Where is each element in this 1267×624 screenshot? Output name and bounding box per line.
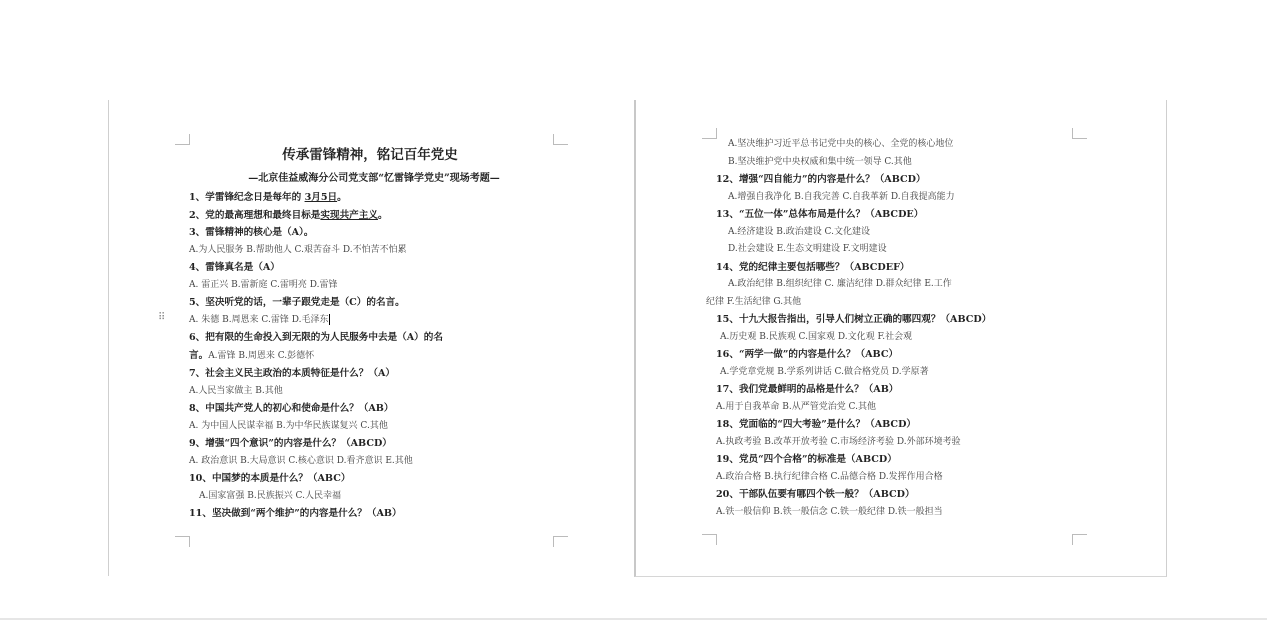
question-19-options: A.政治合格 B.执行纪律合格 C.品德合格 D.发挥作用合格 [716,471,943,482]
answer-underlined: 3月5日 [304,192,338,203]
question-20: 20、干部队伍要有哪四个铁一般？（ABCD） [716,489,915,500]
text-cursor [329,314,330,325]
question-14-options-2: 纪律 F.生活纪律 G.其他 [706,296,802,307]
question-4-options: A. 雷正兴 B.雷新庭 C.雷明亮 D.雷锋 [189,279,338,290]
document-title: 传承雷锋精神，铭记百年党史 [282,147,458,163]
page-text-body[interactable] [706,136,1096,521]
question-2: 2、党的最高理想和最终目标是实现共产主义。 [189,209,388,221]
question-5-options: A. 朱德 B.周恩来 C.雷锋 D.毛泽东 [189,314,329,325]
question-4: 4、雷锋真名是（A） [189,262,280,273]
question-19: 19、党员“四个合格”的标准是（ABCD） [716,454,897,465]
margin-corner-mark [702,128,717,139]
question-15-options: A.历史观 B.民族观 C.国家观 D.文化观 F.社会观 [720,331,913,342]
question-11-options-bc: B.坚决维护党中央权威和集中统一领导 C.其他 [728,156,912,167]
question-17: 17、我们党最鲜明的品格是什么？（AB） [716,384,899,395]
question-7: 7、社会主义民主政治的本质特征是什么？（A） [189,368,395,379]
answer-underlined: 实现共产主义 [320,209,378,221]
question-11-option-a: A.坚决维护习近平总书记党中央的核心、全党的核心地位 [728,139,954,149]
question-17-options: A.用于自我革命 B.从严管党治党 C.其他 [716,401,876,412]
question-6: 6、把有限的生命投入到无限的为人民服务中去是（A）的名 [189,332,443,343]
margin-corner-mark [175,536,190,547]
question-6-continued: 言。A.雷锋 B.周恩来 C.彭德怀 [189,349,315,361]
question-13-options-2: D.社会建设 E.生态文明建设 F.文明建设 [728,244,887,254]
margin-corner-mark [702,534,717,545]
question-1: 1、学雷锋纪念日是每年的 3月5日。 [189,192,347,203]
question-15: 15、十九大报告指出，引导人们树立正确的哪四观？（ABCD） [716,314,992,325]
question-7-options: A.人民当家做主 B.其他 [189,385,283,396]
question-3-options: A.为人民服务 B.帮助他人 C.艰苦奋斗 D.不怕苦不怕累 [189,244,407,255]
document-page-left [108,100,631,576]
question-12: 12、增强“四自能力”的内容是什么？（ABCD） [716,174,926,185]
question-14-options-1: A.政治纪律 B.组织纪律 C. 廉洁纪律 D.群众纪律 E.工作 [728,279,952,289]
question-8-options: A. 为中国人民谋幸福 B.为中华民族谋复兴 C.其他 [189,420,388,431]
margin-corner-mark [553,536,568,547]
question-16: 16、“两学一做”的内容是什么？（ABC） [716,349,899,360]
question-14: 14、党的纪律主要包括哪些？（ABCDEF） [716,261,910,273]
question-5: 5、坚决听党的话，一辈子跟党走是（C）的名言。 [189,297,405,308]
question-9: 9、增强“四个意识”的内容是什么？（ABCD） [189,438,392,449]
question-11: 11、坚决做到“两个维护”的内容是什么？（AB） [189,508,402,519]
question-20-options: A.铁一般信仰 B.铁一般信念 C.铁一般纪律 D.铁一般担当 [716,506,943,517]
page-text-body[interactable] [189,141,559,523]
document-page-right [634,100,1167,577]
question-8: 8、中国共产党人的初心和使命是什么？（AB） [189,403,394,414]
question-18: 18、党面临的“四大考验”是什么？（ABCD） [716,419,916,430]
question-12-options: A.增强自我净化 B.自我完善 C.自我革新 D.自我提高能力 [728,191,955,202]
drag-handle-icon[interactable]: ⠿ [158,312,166,323]
question-3: 3、雷锋精神的核心是（A）。 [189,227,314,238]
question-9-options: A. 政治意识 B.大局意识 C.核心意识 D.看齐意识 E.其他 [189,455,413,466]
margin-corner-mark [1072,534,1087,545]
document-subtitle: —北京佳益威海分公司党支部“忆雷锋学党史”现场考题— [248,173,500,184]
question-10: 10、中国梦的本质是什么？（ABC） [189,473,351,484]
question-16-options: A.学党章党规 B.学系列讲话 C.做合格党员 D.学原著 [720,366,929,377]
question-10-options: A.国家富强 B.民族振兴 C.人民幸福 [199,490,341,501]
viewer-bottom-border [0,618,1267,620]
question-13: 13、“五位一体”总体布局是什么？（ABCDE） [716,209,924,220]
question-18-options: A.执政考验 B.改革开放考验 C.市场经济考验 D.外部环境考验 [716,436,961,447]
question-13-options-1: A.经济建设 B.政治建设 C.文化建设 [728,226,870,237]
